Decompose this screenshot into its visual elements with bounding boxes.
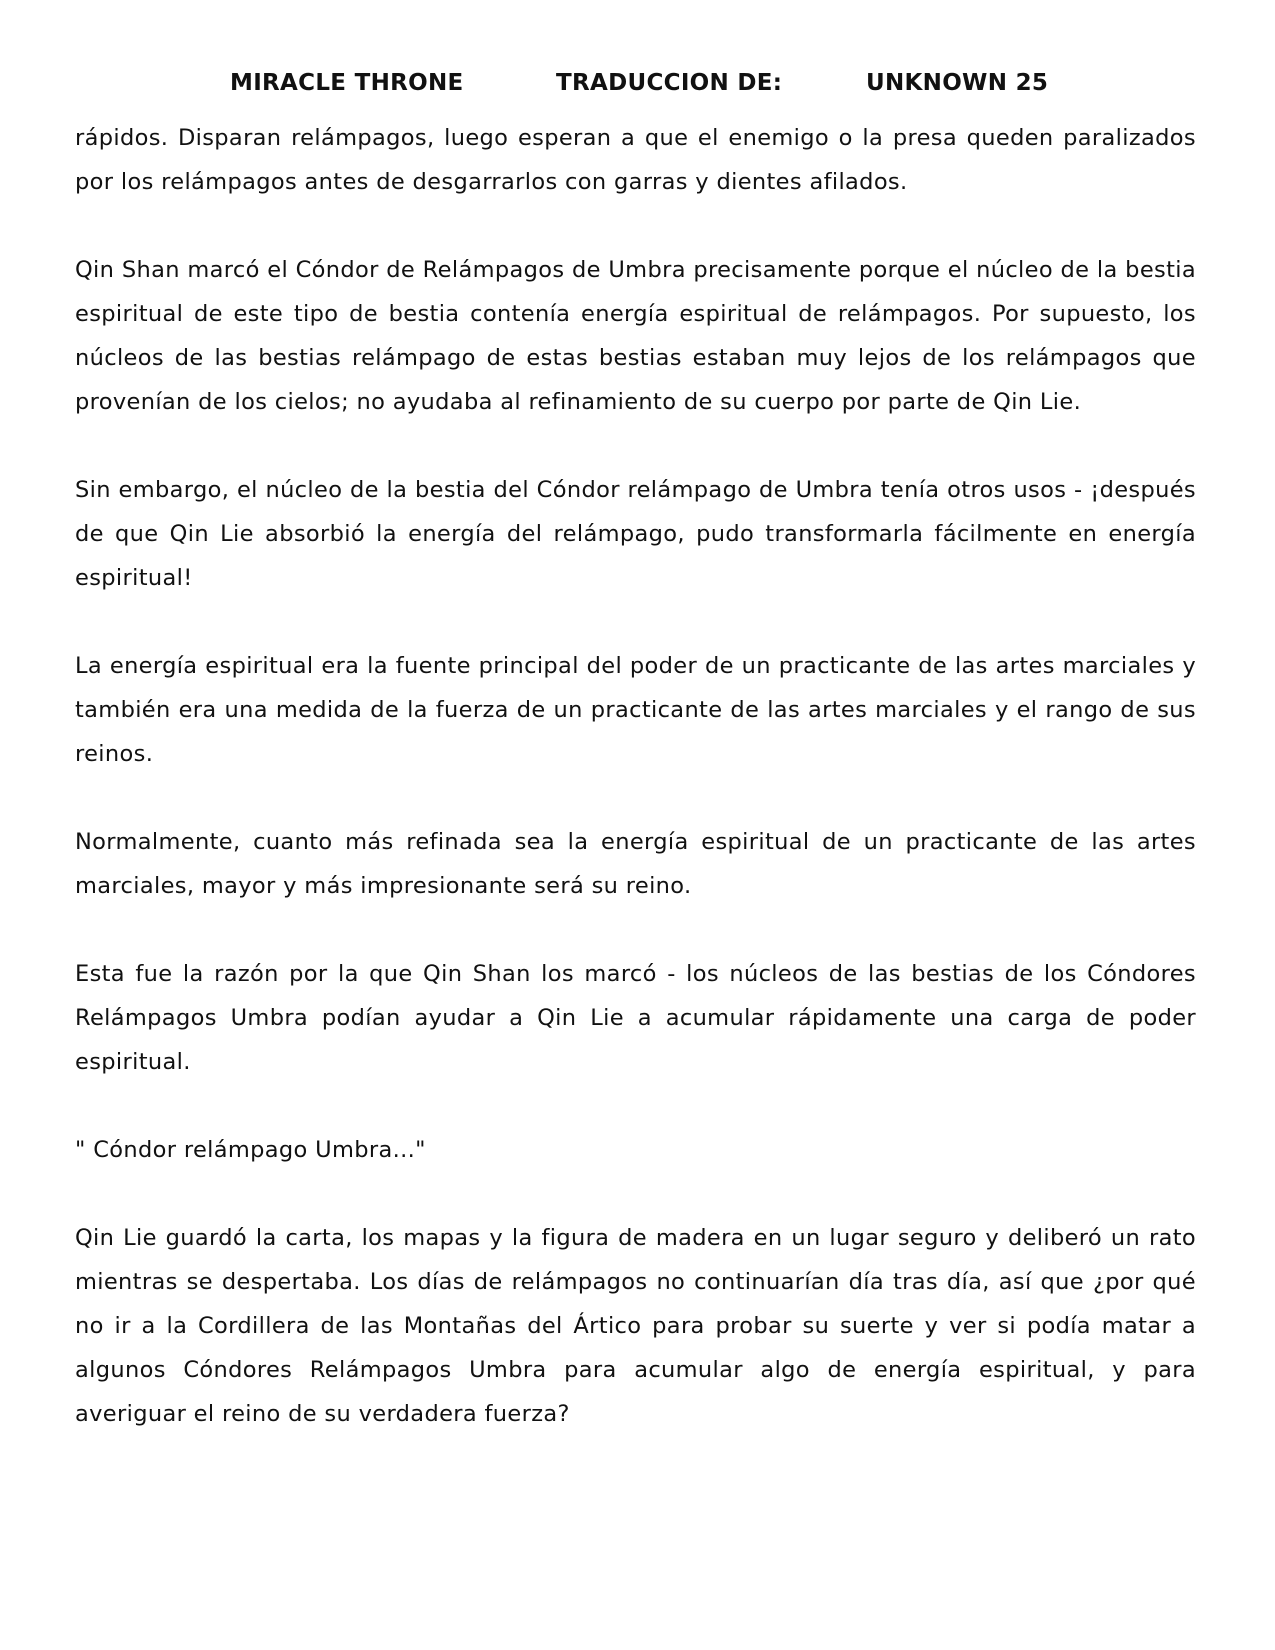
paragraph: Qin Lie guardó la carta, los mapas y la figura de madera en un lugar seguro y deliberó un rato mientras se despertaba. Los días de relámpagos no continuarían día tras día, así que ¿por qué no ir a la Cordillera de las Montañas del Ártico para probar su suerte y ver si podía matar a algunos Cóndores Relámpagos Umbra para acumular algo de energía espiritual, y para averiguar el reino de su verdadera fuerza? xyxy=(75,1225,1196,1427)
paragraph: " Cóndor relámpago Umbra..." xyxy=(75,1137,426,1163)
paragraph: Esta fue la razón por la que Qin Shan los marcó - los núcleos de las bestias de los Cóndores Relámpagos Umbra podían ayudar a Qin Lie a acumular rápidamente una carga de poder espiritual. xyxy=(75,961,1196,1075)
novel-title: MIRACLE THRONE xyxy=(230,70,464,96)
paragraph: Normalmente, cuanto más refinada sea la energía espiritual de un practicante de las artes marciales, mayor y más impresionante será su reino. xyxy=(75,829,1196,899)
page-header xyxy=(0,70,1275,106)
translator-name: UNKNOWN 25 xyxy=(866,70,1049,96)
document-body xyxy=(75,116,1196,1480)
paragraph: Qin Shan marcó el Cóndor de Relámpagos de Umbra precisamente porque el núcleo de la bestia espiritual de este tipo de bestia contenía energía espiritual de relámpagos. Por supuesto, los núcleos de las bestias relámpago de estas bestias estaban muy lejos de los relámpagos que provenían de los cielos; no ayudaba al refinamiento de su cuerpo por parte de Qin Lie. xyxy=(75,257,1196,415)
paragraph: La energía espiritual era la fuente principal del poder de un practicante de las artes marciales y también era una medida de la fuerza de un practicante de las artes marciales y el rango de sus reinos. xyxy=(75,653,1196,767)
paragraph: rápidos. Disparan relámpagos, luego esperan a que el enemigo o la presa queden paralizados por los relámpagos antes de desgarrarlos con garras y dientes afilados. xyxy=(75,125,1196,195)
paragraph: Sin embargo, el núcleo de la bestia del Cóndor relámpago de Umbra tenía otros usos - ¡después de que Qin Lie absorbió la energía del relámpago, pudo transformarla fácilmente en energía espiritual! xyxy=(75,477,1196,591)
translation-label: TRADUCCION DE: xyxy=(556,70,783,96)
